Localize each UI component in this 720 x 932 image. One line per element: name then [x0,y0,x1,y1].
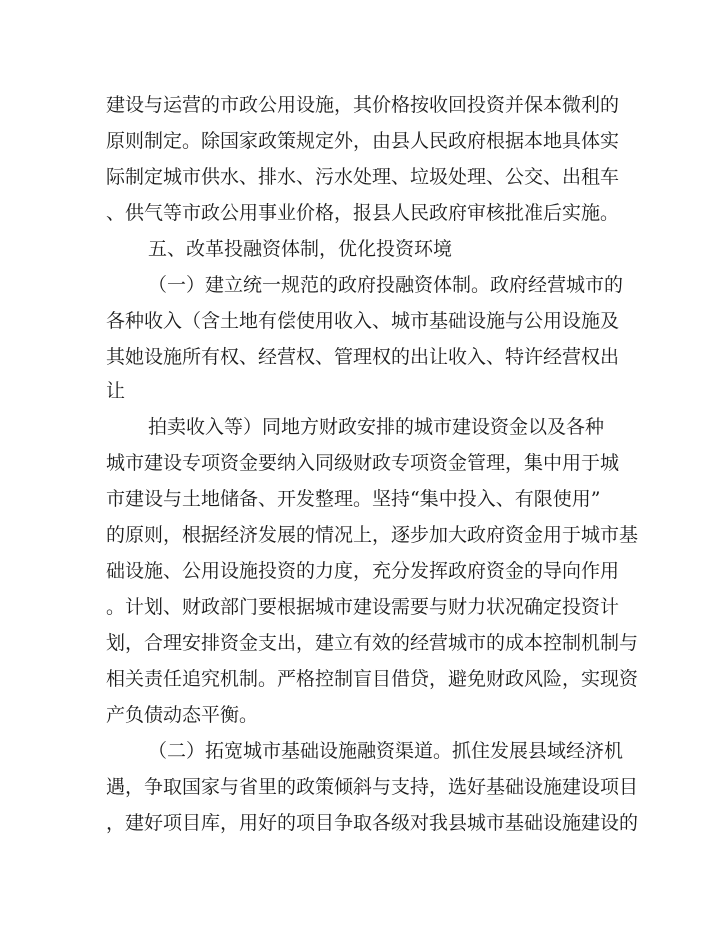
text-line: 产负债动态平衡。 [106,704,259,726]
text-line: 相关责任追究机制。严格控制盲目借贷，避免财政风险，实现资 [106,668,639,690]
text-line: 城市建设专项资金要纳入同级财政专项资金管理，集中用于城 [106,452,620,474]
text-line: 让 [106,380,126,402]
text-line: 的原则，根据经济发展的情况上，逐步加大政府资金用于城市基 [106,524,639,546]
text-line: 、供气等市政公用事业价格，报县人民政府审核批准后实施。 [106,202,620,224]
text-line: 础设施、公用设施投资的力度，充分发挥政府资金的导向作用 [106,560,620,582]
text-line: 际制定城市供水、排水、污水处理、垃圾处理、公交、出租车 [106,166,620,188]
paragraph-start: （二）拓宽城市基础设施融资渠道。抓住发展县域经济机 [148,740,624,762]
text-line: 。计划、财政部门要根据城市建设需要与财力状况确定投资计 [106,596,620,618]
paragraph-start: （一）建立统一规范的政府投融资体制。政府经营城市的 [148,274,624,296]
section-heading: 五、改革投融资体制，优化投资环境 [148,238,453,260]
text-line: 原则制定。除国家政策规定外，由县人民政府根据本地具体实 [106,130,620,152]
text-line: 市建设与土地储备、开发整理。坚持“集中投入、有限使用” [106,488,601,510]
paragraph-start: 拍卖收入等）同地方财政安排的城市建设资金以及各种 [148,416,605,438]
text-line: 其她设施所有权、经营权、管理权的出让收入、特许经营权出 [106,346,620,368]
text-line: ，建好项目库，用好的项目争取各级对我县城市基础设施建设的 [106,812,639,834]
text-line: 遇，争取国家与省里的政策倾斜与支持，选好基础设施建设项目 [106,776,639,798]
text-line: 各种收入（含土地有偿使用收入、城市基础设施与公用设施及 [106,310,620,332]
text-line: 划，合理安排资金支出，建立有效的经营城市的成本控制机制与 [106,632,639,654]
text-line: 建设与运营的市政公用设施，其价格按收回投资并保本微利的 [106,94,620,116]
